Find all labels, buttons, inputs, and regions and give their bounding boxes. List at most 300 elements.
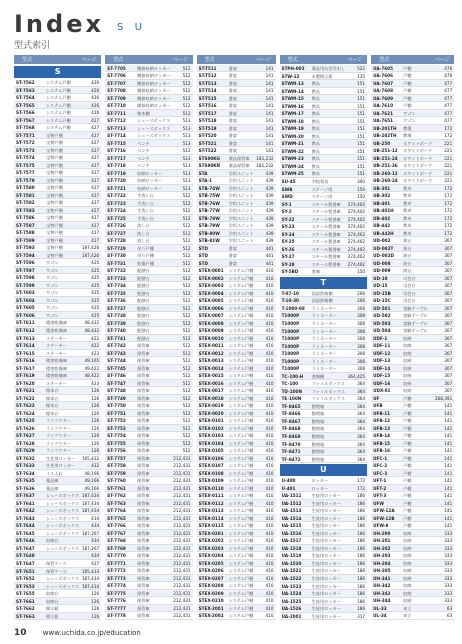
index-row[interactable] xyxy=(105,207,192,215)
index-row[interactable] xyxy=(371,252,454,260)
index-row[interactable] xyxy=(280,290,368,298)
index-row[interactable] xyxy=(105,507,192,515)
index-row[interactable] xyxy=(280,201,368,209)
index-row[interactable] xyxy=(371,260,454,268)
index-row[interactable] xyxy=(105,237,192,245)
index-row[interactable] xyxy=(371,500,454,508)
index-row[interactable] xyxy=(14,147,101,155)
index-row[interactable] xyxy=(280,358,368,366)
index-row[interactable] xyxy=(280,537,368,545)
index-row[interactable] xyxy=(14,387,101,395)
index-row[interactable] xyxy=(105,65,192,73)
index-row[interactable] xyxy=(197,515,276,523)
index-row[interactable] xyxy=(14,207,101,215)
index-row[interactable] xyxy=(197,522,276,530)
index-row[interactable] xyxy=(105,230,192,238)
index-row[interactable] xyxy=(14,87,101,95)
index-row[interactable] xyxy=(280,365,368,373)
index-row[interactable] xyxy=(105,440,192,448)
index-row[interactable] xyxy=(14,560,101,568)
index-row[interactable] xyxy=(105,515,192,523)
index-row[interactable] xyxy=(280,515,368,523)
index-row[interactable] xyxy=(371,372,454,380)
index-row[interactable] xyxy=(197,395,276,403)
index-row[interactable] xyxy=(280,485,368,493)
index-row[interactable] xyxy=(280,110,368,118)
index-row[interactable] xyxy=(14,192,101,200)
index-row[interactable] xyxy=(14,613,101,621)
index-row[interactable] xyxy=(280,133,368,141)
index-row[interactable] xyxy=(280,583,368,591)
index-row[interactable] xyxy=(105,335,192,343)
index-row[interactable] xyxy=(14,545,101,553)
index-row[interactable] xyxy=(197,72,276,80)
index-row[interactable] xyxy=(280,80,368,88)
index-row[interactable] xyxy=(197,575,276,583)
index-row[interactable] xyxy=(371,387,454,395)
index-row[interactable] xyxy=(371,425,454,433)
index-row[interactable] xyxy=(14,462,101,470)
index-row[interactable] xyxy=(14,252,101,260)
index-row[interactable] xyxy=(105,552,192,560)
index-row[interactable] xyxy=(280,246,368,254)
index-row[interactable] xyxy=(14,485,101,493)
index-row[interactable] xyxy=(197,102,276,110)
index-row[interactable] xyxy=(371,290,454,298)
index-row[interactable] xyxy=(371,162,454,170)
index-row[interactable] xyxy=(280,95,368,103)
index-row[interactable] xyxy=(14,350,101,358)
index-row[interactable] xyxy=(280,216,368,224)
index-row[interactable] xyxy=(14,237,101,245)
index-row[interactable] xyxy=(280,456,368,464)
index-row[interactable] xyxy=(105,567,192,575)
index-row[interactable] xyxy=(197,192,276,200)
index-row[interactable] xyxy=(105,372,192,380)
index-row[interactable] xyxy=(280,433,368,441)
index-row[interactable] xyxy=(371,320,454,328)
index-row[interactable] xyxy=(371,560,454,568)
index-row[interactable] xyxy=(371,170,454,178)
index-row[interactable] xyxy=(105,252,192,260)
index-row[interactable] xyxy=(371,485,454,493)
index-row[interactable] xyxy=(371,155,454,163)
index-row[interactable] xyxy=(280,223,368,231)
index-row[interactable] xyxy=(14,515,101,523)
index-row[interactable] xyxy=(197,500,276,508)
index-row[interactable] xyxy=(197,470,276,478)
index-row[interactable] xyxy=(14,522,101,530)
index-row[interactable] xyxy=(280,605,368,613)
index-row[interactable] xyxy=(14,590,101,598)
index-row[interactable] xyxy=(371,590,454,598)
index-row[interactable] xyxy=(14,372,101,380)
index-row[interactable] xyxy=(105,350,192,358)
index-row[interactable] xyxy=(371,597,454,605)
index-row[interactable] xyxy=(105,215,192,223)
index-row[interactable] xyxy=(280,305,368,313)
index-row[interactable] xyxy=(14,214,101,222)
index-row[interactable] xyxy=(105,162,192,170)
index-row[interactable] xyxy=(105,522,192,530)
index-row[interactable] xyxy=(105,102,192,110)
index-row[interactable] xyxy=(371,147,454,155)
index-row[interactable] xyxy=(280,261,368,269)
index-row[interactable] xyxy=(197,65,276,73)
index-row[interactable] xyxy=(197,560,276,568)
index-row[interactable] xyxy=(197,267,276,275)
index-row[interactable] xyxy=(197,432,276,440)
index-row[interactable] xyxy=(280,163,368,171)
index-row[interactable] xyxy=(280,560,368,568)
index-row[interactable] xyxy=(197,200,276,208)
index-row[interactable] xyxy=(280,350,368,358)
index-row[interactable] xyxy=(105,125,192,133)
index-row[interactable] xyxy=(197,425,276,433)
index-row[interactable] xyxy=(197,440,276,448)
index-row[interactable] xyxy=(105,365,192,373)
index-row[interactable] xyxy=(280,297,368,305)
index-row[interactable] xyxy=(14,312,101,320)
index-row[interactable] xyxy=(280,178,368,186)
index-row[interactable] xyxy=(105,395,192,403)
index-row[interactable] xyxy=(14,425,101,433)
index-row[interactable] xyxy=(371,477,454,485)
index-row[interactable] xyxy=(197,342,276,350)
index-row[interactable] xyxy=(371,365,454,373)
index-row[interactable] xyxy=(280,448,368,456)
index-row[interactable] xyxy=(105,530,192,538)
index-row[interactable] xyxy=(280,231,368,239)
index-row[interactable] xyxy=(14,447,101,455)
index-row[interactable] xyxy=(280,73,368,81)
index-row[interactable] xyxy=(105,275,192,283)
index-row[interactable] xyxy=(14,169,101,177)
index-row[interactable] xyxy=(197,275,276,283)
index-row[interactable] xyxy=(280,208,368,216)
index-row[interactable] xyxy=(197,582,276,590)
index-row[interactable] xyxy=(105,342,192,350)
index-row[interactable] xyxy=(197,507,276,515)
index-row[interactable] xyxy=(14,500,101,508)
index-row[interactable] xyxy=(14,335,101,343)
index-row[interactable] xyxy=(105,582,192,590)
index-row[interactable] xyxy=(14,139,101,147)
index-row[interactable] xyxy=(105,485,192,493)
index-row[interactable] xyxy=(280,530,368,538)
index-row[interactable] xyxy=(280,88,368,96)
index-row[interactable] xyxy=(105,170,192,178)
index-row[interactable] xyxy=(105,477,192,485)
index-row[interactable] xyxy=(371,342,454,350)
index-row[interactable] xyxy=(371,207,454,215)
index-row[interactable] xyxy=(197,335,276,343)
index-row[interactable] xyxy=(197,290,276,298)
index-row[interactable] xyxy=(371,545,454,553)
index-row[interactable] xyxy=(14,417,101,425)
index-row[interactable] xyxy=(105,320,192,328)
index-row[interactable] xyxy=(105,605,192,613)
index-row[interactable] xyxy=(371,80,454,88)
index-row[interactable] xyxy=(105,380,192,388)
index-row[interactable] xyxy=(197,245,276,253)
index-row[interactable] xyxy=(14,162,101,170)
index-row[interactable] xyxy=(14,598,101,606)
index-row[interactable] xyxy=(371,117,454,125)
index-row[interactable] xyxy=(14,568,101,576)
index-row[interactable] xyxy=(105,245,192,253)
index-row[interactable] xyxy=(280,590,368,598)
index-row[interactable] xyxy=(105,282,192,290)
index-row[interactable] xyxy=(280,343,368,351)
index-row[interactable] xyxy=(280,155,368,163)
index-row[interactable] xyxy=(371,462,454,470)
index-row[interactable] xyxy=(105,455,192,463)
index-row[interactable] xyxy=(105,597,192,605)
index-row[interactable] xyxy=(371,125,454,133)
index-row[interactable] xyxy=(280,403,368,411)
index-row[interactable] xyxy=(197,612,276,620)
index-row[interactable] xyxy=(14,222,101,230)
index-row[interactable] xyxy=(371,447,454,455)
index-row[interactable] xyxy=(280,492,368,500)
index-row[interactable] xyxy=(371,237,454,245)
index-row[interactable] xyxy=(280,545,368,553)
index-row[interactable] xyxy=(14,132,101,140)
index-row[interactable] xyxy=(280,380,368,388)
index-row[interactable] xyxy=(197,477,276,485)
index-row[interactable] xyxy=(371,87,454,95)
index-row[interactable] xyxy=(371,455,454,463)
index-row[interactable] xyxy=(14,410,101,418)
index-row[interactable] xyxy=(105,192,192,200)
index-row[interactable] xyxy=(197,327,276,335)
index-row[interactable] xyxy=(371,575,454,583)
index-row[interactable] xyxy=(280,613,368,621)
index-row[interactable] xyxy=(280,522,368,530)
index-row[interactable] xyxy=(280,373,368,381)
index-row[interactable] xyxy=(14,319,101,327)
footer-url[interactable]: www.uchida.co.jp/education xyxy=(42,629,141,637)
index-row[interactable] xyxy=(197,530,276,538)
index-row[interactable] xyxy=(14,304,101,312)
index-row[interactable] xyxy=(280,552,368,560)
index-row[interactable] xyxy=(371,612,454,620)
index-row[interactable] xyxy=(14,259,101,267)
index-row[interactable] xyxy=(14,507,101,515)
index-row[interactable] xyxy=(14,124,101,132)
index-row[interactable] xyxy=(105,290,192,298)
index-row[interactable] xyxy=(105,267,192,275)
index-row[interactable] xyxy=(197,447,276,455)
index-row[interactable] xyxy=(105,200,192,208)
index-row[interactable] xyxy=(105,312,192,320)
index-row[interactable] xyxy=(105,260,192,268)
index-row[interactable] xyxy=(197,455,276,463)
index-row[interactable] xyxy=(197,95,276,103)
index-row[interactable] xyxy=(197,605,276,613)
index-row[interactable] xyxy=(280,500,368,508)
index-row[interactable] xyxy=(197,237,276,245)
index-row[interactable] xyxy=(197,177,276,185)
index-row[interactable] xyxy=(105,185,192,193)
index-row[interactable] xyxy=(280,65,368,73)
index-row[interactable] xyxy=(371,200,454,208)
index-row[interactable] xyxy=(280,148,368,156)
index-row[interactable] xyxy=(14,274,101,282)
index-row[interactable] xyxy=(280,388,368,396)
index-row[interactable] xyxy=(14,552,101,560)
index-row[interactable] xyxy=(14,297,101,305)
index-row[interactable] xyxy=(371,305,454,313)
index-row[interactable] xyxy=(14,395,101,403)
index-row[interactable] xyxy=(280,103,368,111)
index-row[interactable] xyxy=(371,185,454,193)
index-row[interactable] xyxy=(280,335,368,343)
index-row[interactable] xyxy=(280,507,368,515)
index-row[interactable] xyxy=(197,320,276,328)
index-row[interactable] xyxy=(371,275,454,283)
index-row[interactable] xyxy=(197,387,276,395)
index-row[interactable] xyxy=(105,140,192,148)
index-row[interactable] xyxy=(280,328,368,336)
index-row[interactable] xyxy=(197,230,276,238)
index-row[interactable] xyxy=(14,289,101,297)
index-row[interactable] xyxy=(105,305,192,313)
index-row[interactable] xyxy=(371,567,454,575)
index-row[interactable] xyxy=(105,425,192,433)
index-row[interactable] xyxy=(371,530,454,538)
index-row[interactable] xyxy=(105,612,192,620)
index-row[interactable] xyxy=(197,132,276,140)
index-row[interactable] xyxy=(197,305,276,313)
index-row[interactable] xyxy=(371,192,454,200)
index-row[interactable] xyxy=(371,110,454,118)
index-row[interactable] xyxy=(14,455,101,463)
index-row[interactable] xyxy=(105,117,192,125)
index-row[interactable] xyxy=(105,80,192,88)
index-row[interactable] xyxy=(280,186,368,194)
index-row[interactable] xyxy=(105,387,192,395)
index-row[interactable] xyxy=(105,147,192,155)
index-row[interactable] xyxy=(105,432,192,440)
index-row[interactable] xyxy=(197,147,276,155)
index-row[interactable] xyxy=(105,447,192,455)
index-row[interactable] xyxy=(197,155,276,163)
index-row[interactable] xyxy=(371,350,454,358)
index-row[interactable] xyxy=(14,109,101,117)
index-row[interactable] xyxy=(14,154,101,162)
index-row[interactable] xyxy=(280,253,368,261)
index-row[interactable] xyxy=(105,222,192,230)
index-row[interactable] xyxy=(105,132,192,140)
index-row[interactable] xyxy=(197,117,276,125)
index-row[interactable] xyxy=(14,327,101,335)
index-row[interactable] xyxy=(105,575,192,583)
index-row[interactable] xyxy=(280,193,368,201)
index-row[interactable] xyxy=(280,441,368,449)
index-row[interactable] xyxy=(14,177,101,185)
index-row[interactable] xyxy=(371,312,454,320)
index-row[interactable] xyxy=(14,184,101,192)
index-row[interactable] xyxy=(280,425,368,433)
index-row[interactable] xyxy=(105,417,192,425)
index-row[interactable] xyxy=(371,327,454,335)
index-row[interactable] xyxy=(371,230,454,238)
index-row[interactable] xyxy=(197,140,276,148)
index-row[interactable] xyxy=(371,140,454,148)
index-row[interactable] xyxy=(14,244,101,252)
index-row[interactable] xyxy=(14,282,101,290)
index-row[interactable] xyxy=(197,402,276,410)
index-row[interactable] xyxy=(371,507,454,515)
index-row[interactable] xyxy=(197,380,276,388)
index-row[interactable] xyxy=(14,102,101,110)
index-row[interactable] xyxy=(105,177,192,185)
index-row[interactable] xyxy=(280,238,368,246)
index-row[interactable] xyxy=(14,605,101,613)
index-row[interactable] xyxy=(105,110,192,118)
index-row[interactable] xyxy=(371,417,454,425)
index-row[interactable] xyxy=(371,470,454,478)
index-row[interactable] xyxy=(197,260,276,268)
index-row[interactable] xyxy=(197,125,276,133)
index-row[interactable] xyxy=(371,215,454,223)
index-row[interactable] xyxy=(197,597,276,605)
index-row[interactable] xyxy=(280,312,368,320)
index-row[interactable] xyxy=(371,222,454,230)
index-row[interactable] xyxy=(105,87,192,95)
index-row[interactable] xyxy=(280,125,368,133)
index-row[interactable] xyxy=(14,583,101,591)
index-row[interactable] xyxy=(371,440,454,448)
index-row[interactable] xyxy=(197,372,276,380)
index-row[interactable] xyxy=(105,462,192,470)
index-row[interactable] xyxy=(14,537,101,545)
index-row[interactable] xyxy=(280,418,368,426)
index-row[interactable] xyxy=(105,545,192,553)
index-row[interactable] xyxy=(197,492,276,500)
index-row[interactable] xyxy=(105,327,192,335)
index-row[interactable] xyxy=(280,268,368,276)
index-row[interactable] xyxy=(197,207,276,215)
index-row[interactable] xyxy=(371,582,454,590)
index-row[interactable] xyxy=(197,365,276,373)
index-row[interactable] xyxy=(371,95,454,103)
index-row[interactable] xyxy=(105,95,192,103)
index-row[interactable] xyxy=(14,117,101,125)
index-row[interactable] xyxy=(14,229,101,237)
index-row[interactable] xyxy=(105,500,192,508)
index-row[interactable] xyxy=(14,357,101,365)
index-row[interactable] xyxy=(280,118,368,126)
index-row[interactable] xyxy=(197,552,276,560)
index-row[interactable] xyxy=(197,252,276,260)
index-row[interactable] xyxy=(14,79,101,87)
index-row[interactable] xyxy=(14,575,101,583)
index-row[interactable] xyxy=(280,170,368,178)
index-row[interactable] xyxy=(197,170,276,178)
index-row[interactable] xyxy=(14,492,101,500)
index-row[interactable] xyxy=(371,72,454,80)
index-row[interactable] xyxy=(14,365,101,373)
index-row[interactable] xyxy=(105,402,192,410)
index-row[interactable] xyxy=(371,522,454,530)
index-row[interactable] xyxy=(371,552,454,560)
index-row[interactable] xyxy=(197,312,276,320)
index-row[interactable] xyxy=(197,462,276,470)
index-row[interactable] xyxy=(105,537,192,545)
